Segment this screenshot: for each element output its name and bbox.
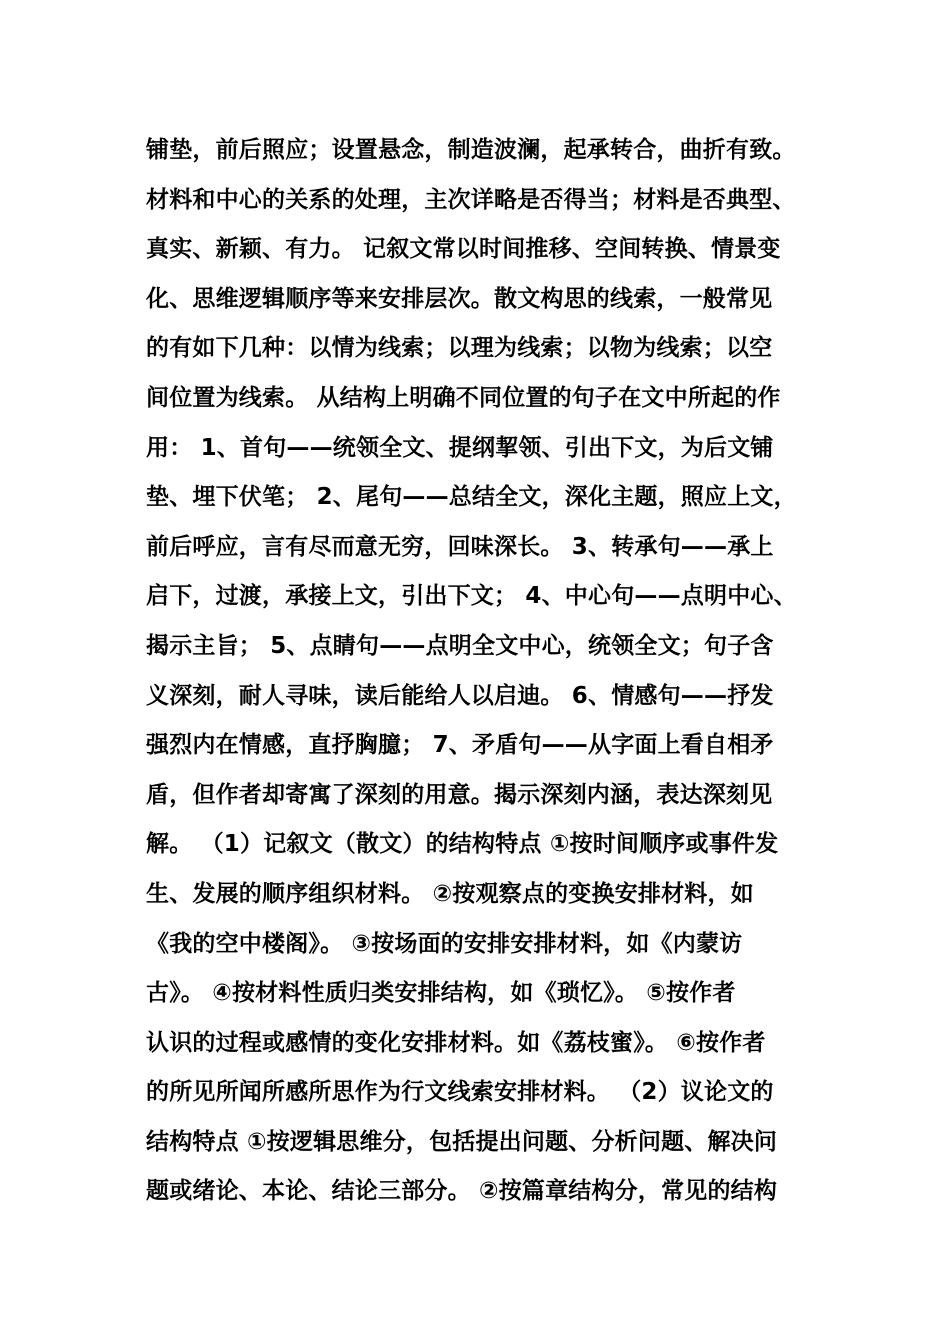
text-line: 间位置为线索。 从结构上明确不同位置的句子在文中所起的作 (146, 384, 781, 411)
text-line: 用： 1、首句——统领全文、提纲挈领、引出下文，为后文铺 (146, 434, 774, 461)
text-line: 材料和中心的关系的处理，主次详略是否得当；材料是否典型、 (146, 186, 796, 213)
text-line: 的所见所闻所感所思作为行文线索安排材料。 （2）议论文的 (146, 1079, 774, 1106)
text-line: 题或绪论、本论、结论三部分。 ②按篇章结构分，常见的结构 (146, 1178, 778, 1205)
text-line: 解。 （1）记叙文（散文）的结构特点 ①按时间顺序或事件发 (146, 831, 779, 858)
text-line: 生、发展的顺序组织材料。 ②按观察点的变换安排材料，如 (146, 880, 754, 907)
text-line: 古》。 ④按材料性质归类安排结构，如《琐忆》。 ⑤按作者 (146, 980, 736, 1007)
text-line: 结构特点 ①按逻辑思维分，包括提出问题、分析问题、解决问 (146, 1128, 778, 1155)
text-line: 义深刻，耐人寻味，读后能给人以启迪。 6、情感句——抒发 (146, 682, 774, 709)
text-line: 化、思维逻辑顺序等来安排层次。散文构思的线索，一般常见 (146, 285, 773, 312)
text-line: 真实、新颖、有力。 记叙文常以时间推移、空间转换、情景变 (146, 236, 781, 263)
text-line: 揭示主旨； 5、点睛句——点明全文中心，统领全文；句子含 (146, 632, 774, 659)
text-line: 前后呼应，言有尽而意无穷，回味深长。 3、转承句——承上 (146, 533, 774, 560)
text-line: 启下，过渡，承接上文，引出下文； 4、中心句——点明中心、 (146, 583, 797, 610)
text-line: 认识的过程或感情的变化安排材料。如《荔枝蜜》。 ⑥按作者 (146, 1029, 766, 1056)
text-line: 的有如下几种：以情为线索；以理为线索；以物为线索；以空 (146, 335, 773, 362)
text-line: 盾，但作者却寄寓了深刻的用意。揭示深刻内涵，表达深刻见 (146, 781, 773, 808)
text-line: 垫、埋下伏笔； 2、尾句——总结全文，深化主题，照应上文， (146, 484, 797, 511)
body-text (146, 126, 836, 1217)
text-line: 《我的空中楼阁》。 ③按场面的安排安排材料，如《内蒙访 (146, 930, 743, 957)
text-line: 强烈内在情感，直抒胸臆； 7、矛盾句——从字面上看自相矛 (146, 732, 774, 759)
text-line: 铺垫，前后照应；设置悬念，制造波澜，起承转合，曲折有致。 (146, 137, 796, 163)
